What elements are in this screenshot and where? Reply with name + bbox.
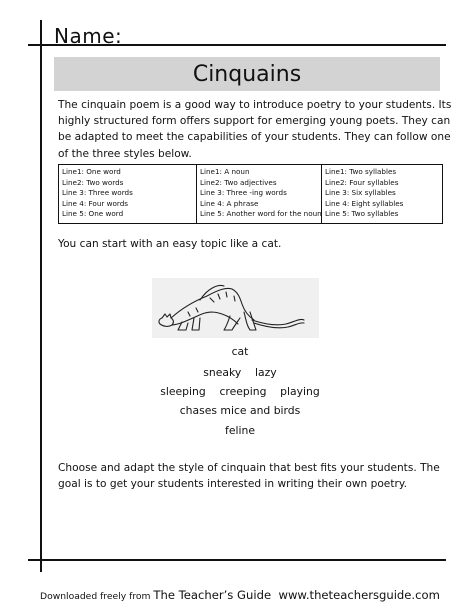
table-line: Line 3: Six syllables	[325, 188, 396, 197]
table-line: Line 4: A phrase	[200, 198, 259, 208]
style-cell-syllables	[322, 165, 443, 224]
table-line: Line2: Four syllables	[325, 177, 399, 187]
bottom-rule	[28, 559, 446, 561]
footer-prefix: Downloaded freely from	[40, 591, 154, 602]
closing-paragraph	[58, 460, 442, 492]
topic-text: You can start with an easy topic like a cat.	[58, 238, 282, 250]
table-line: Line 3: Three -ing words	[200, 188, 287, 197]
poem-line-2: sneaky lazy	[203, 366, 277, 379]
poem-line-5: feline	[225, 424, 255, 437]
name-label: Name:	[54, 24, 123, 48]
style-cell-words	[59, 165, 197, 224]
poem-line-4: chases mice and birds	[179, 404, 301, 417]
cat-drawing-icon	[152, 278, 319, 338]
table-line: Line1: One word	[62, 167, 121, 176]
table-line: Line 5: One word	[62, 209, 124, 218]
title-bar	[54, 57, 440, 91]
poem-line-1: cat	[231, 345, 249, 358]
style-cell-parts-of-speech	[197, 165, 322, 224]
closing-line: Choose and adapt the style of cinquain that best fits your students. The	[58, 462, 440, 474]
page-title: Cinquains	[192, 61, 302, 87]
intro-paragraph	[58, 97, 452, 162]
table-line: Line1: A noun	[200, 167, 250, 176]
table-line: Line 4: Four words	[62, 198, 129, 208]
table-row	[59, 165, 443, 224]
footer-brand: The Teacher’s Guide	[153, 588, 272, 602]
table-line: Line1: Two syllables	[325, 167, 397, 176]
table-line: Line 3: Three words	[62, 188, 133, 197]
closing-line: goal is to get your students interested in writing their own poetry.	[58, 478, 407, 491]
footer	[40, 584, 440, 603]
intro-line: highly structured form offers support for emerging young poets. They can	[58, 115, 451, 128]
footer-url[interactable]: www.theteachersguide.com	[271, 588, 440, 602]
poem-line-3: sleeping creeping playing	[160, 385, 320, 398]
table-line: Line2: Two adjectives	[200, 177, 277, 187]
table-line: Line 4: Eight syllables	[325, 198, 404, 208]
table-line: Line 5: Another word for the noun	[200, 209, 322, 218]
intro-line: The cinquain poem is a good way to introduce poetry to your students. Its	[58, 99, 452, 111]
table-line: Line 5: Two syllables	[325, 209, 399, 218]
left-margin-rule	[40, 20, 42, 572]
intro-line: of the three styles below.	[58, 147, 192, 160]
cinquain-styles-table	[58, 164, 443, 224]
table-line: Line2: Two words	[62, 177, 124, 187]
cat-illustration	[152, 278, 319, 338]
intro-line: be adapted to meet the capabilities of your students. They can follow one	[58, 131, 451, 144]
